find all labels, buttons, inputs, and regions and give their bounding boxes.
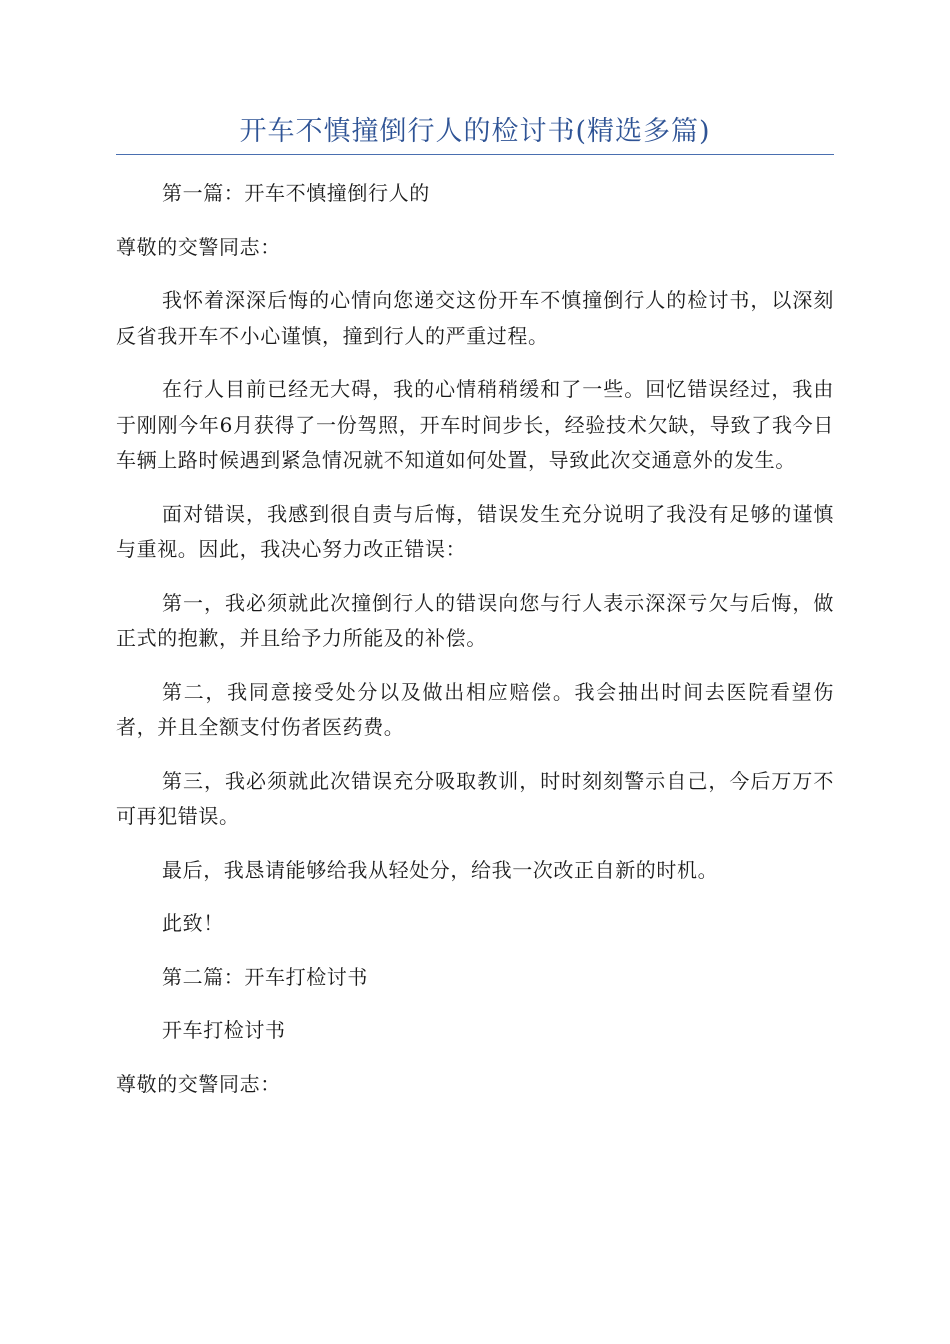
title-underline [116, 154, 834, 155]
paragraph-salutation: 尊敬的交警同志： [116, 234, 281, 259]
paragraph-part2-heading: 第二篇：开车打检讨书 [162, 964, 368, 989]
document-body [116, 176, 834, 1120]
paragraph-point-1: 第一，我必须就此次撞倒行人的错误向您与行人表示深深亏欠与后悔，做正式的抱歉，并且给予力所能及的补偿。 [116, 590, 834, 650]
paragraph-point-2: 第二，我同意接受处分以及做出相应赔偿。我会抽出时间去医院看望伤者，并且全额支付伤者医药费。 [116, 679, 834, 739]
paragraph-closing-request: 最后，我恳请能够给我从轻处分，给我一次改正自新的时机。 [162, 857, 719, 882]
paragraph-sign-off: 此致！ [162, 911, 224, 935]
paragraph-part1-heading: 第一篇：开车不慎撞倒行人的 [162, 181, 430, 205]
document-title: 开车不慎撞倒行人的检讨书(精选多篇) [239, 116, 711, 147]
paragraph-recollection: 在行人目前已经无大碍，我的心情稍稍缓和了一些。回忆错误经过，我由于刚刚今年6月获得了一份驾照，开车时间步长，经验技术欠缺，导致了我今日车辆上路时候遇到紧急情况就不知道如何处置，导致此次交通意外的发生。 [116, 377, 834, 472]
paragraph-salutation-2: 尊敬的交警同志： [116, 1071, 281, 1096]
paragraph-resolve: 面对错误，我感到很自责与后悔，错误发生充分说明了我没有足够的谨慎与重视。因此，我决心努力改正错误： [116, 501, 834, 561]
paragraph-point-3: 第三，我必须就此次错误充分吸取教训，时时刻刻警示自己，今后万万不可再犯错误。 [116, 768, 834, 828]
paragraph-intro: 我怀着深深后悔的心情向您递交这份开车不慎撞倒行人的检讨书，以深刻反省我开车不小心谨慎，撞到行人的严重过程。 [116, 288, 834, 348]
paragraph-part2-title: 开车打检讨书 [162, 1018, 286, 1042]
